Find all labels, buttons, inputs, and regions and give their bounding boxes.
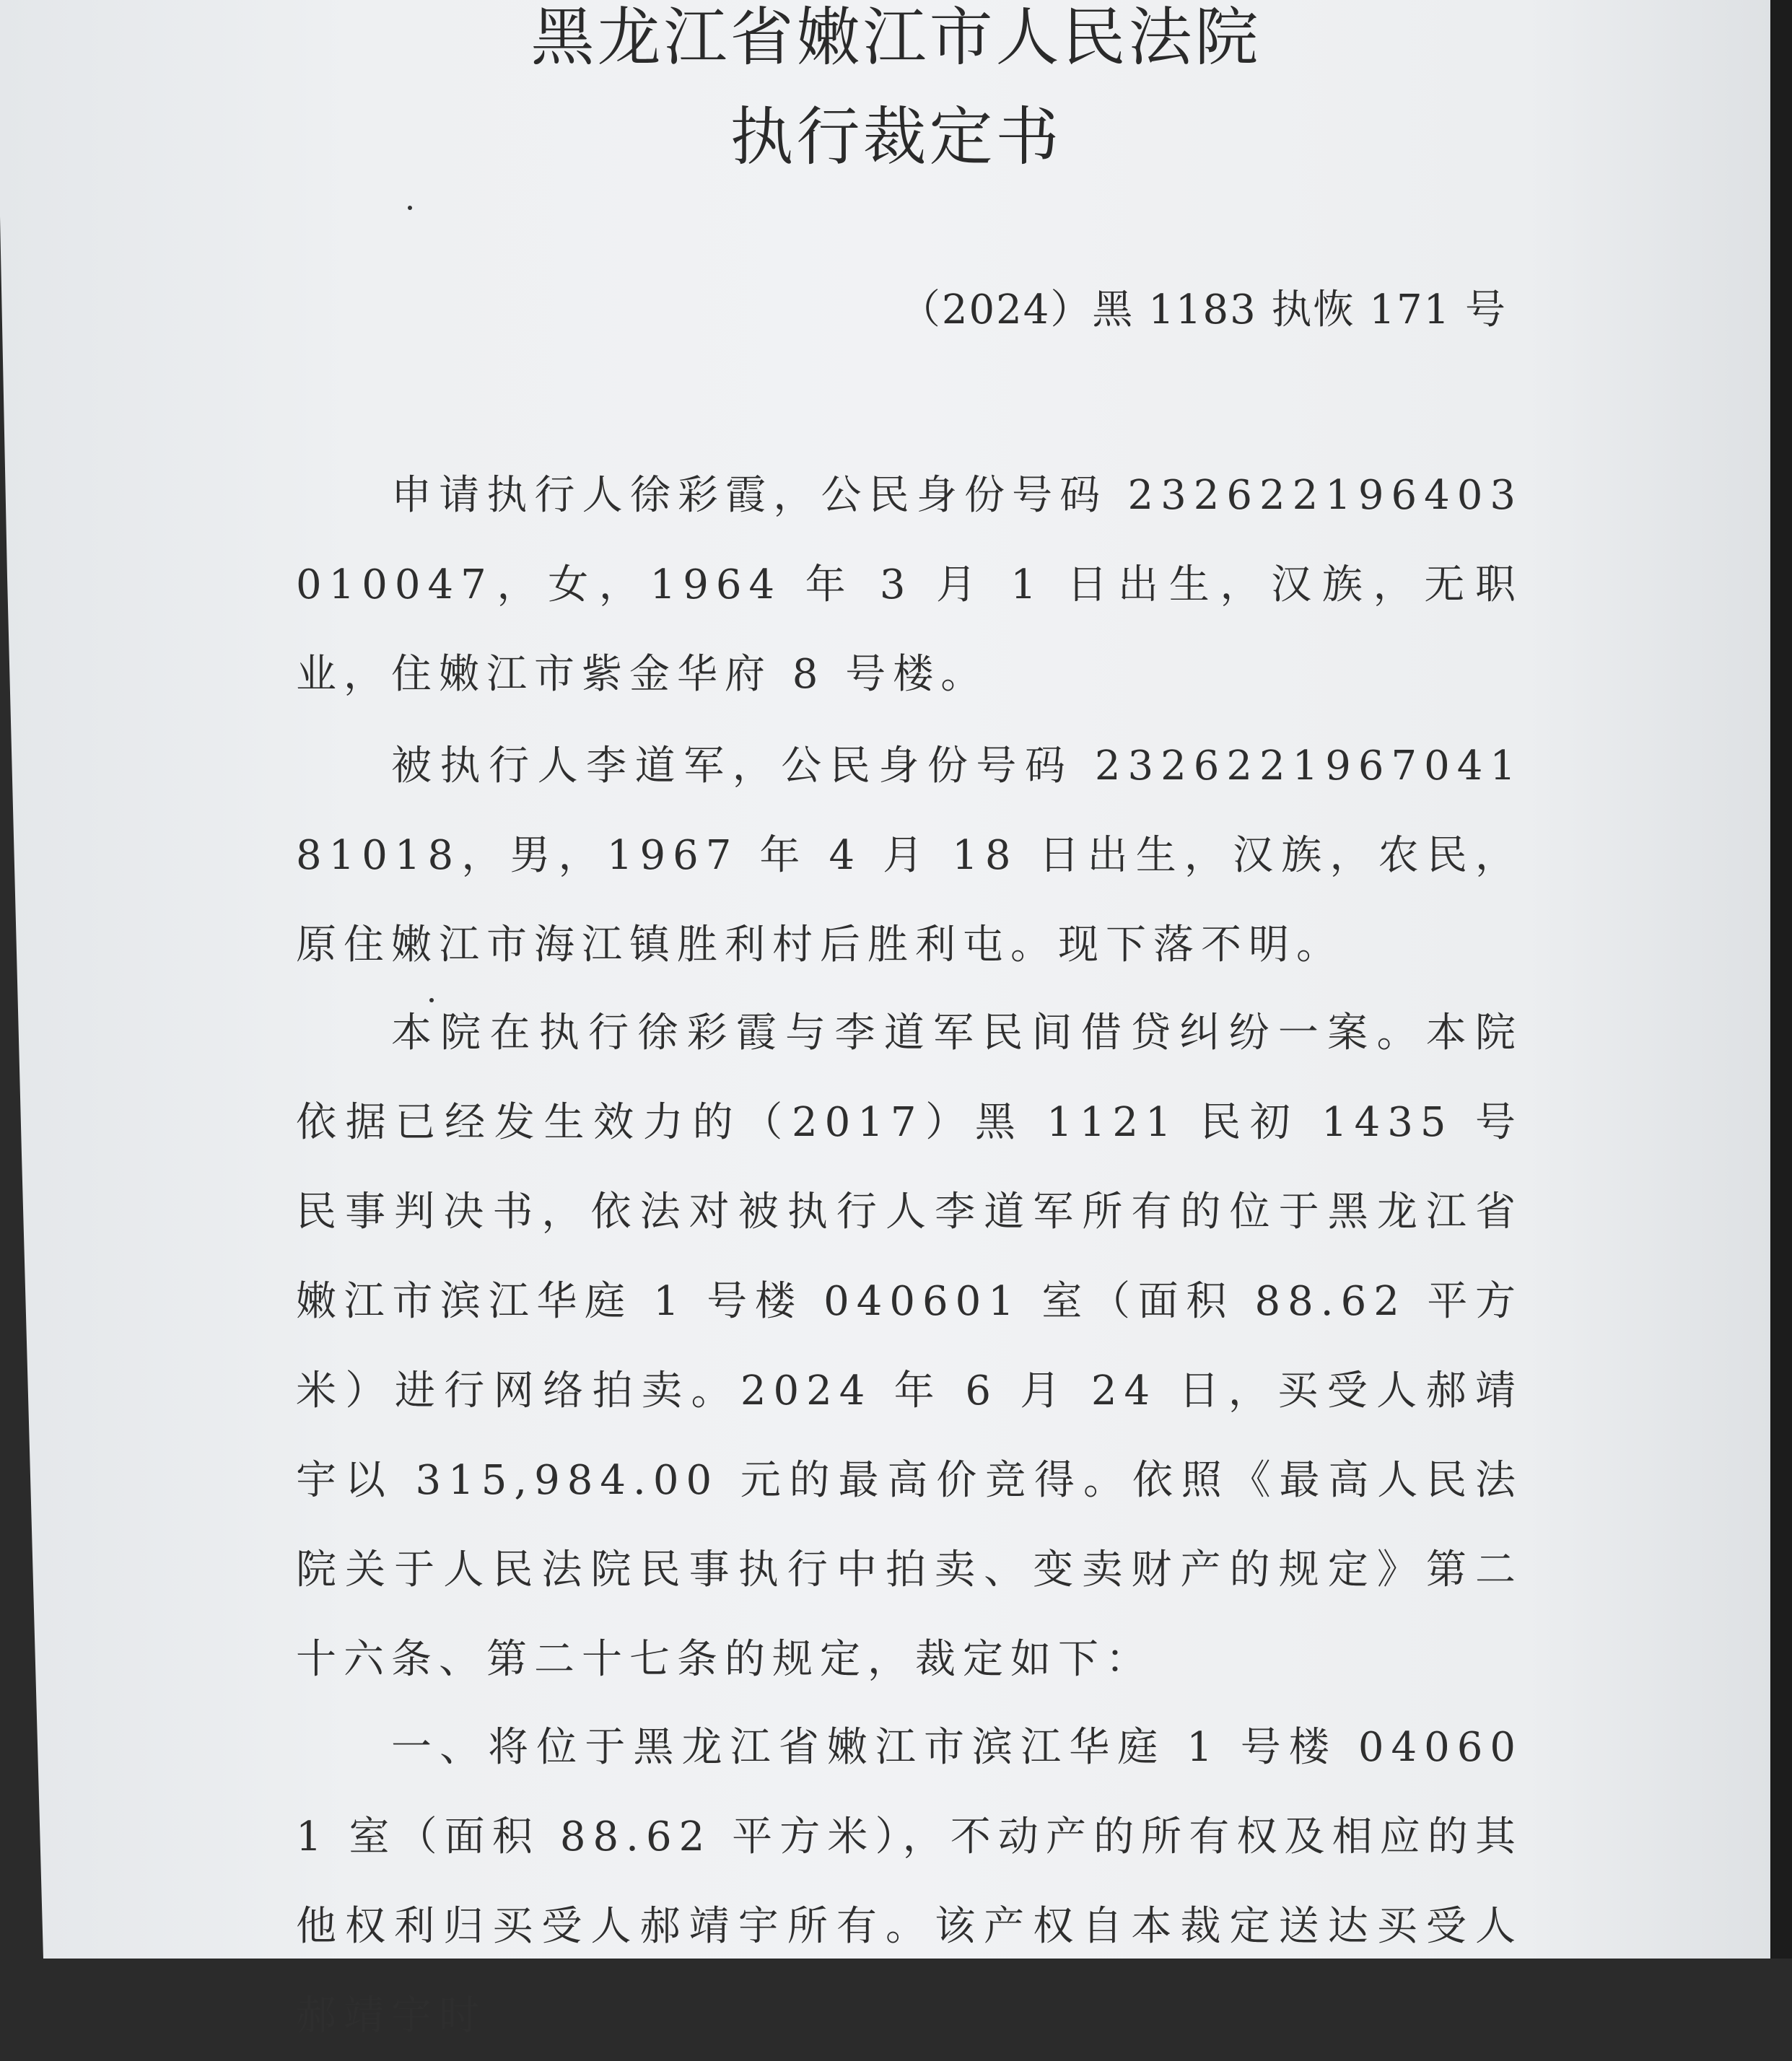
applicant-paragraph (296, 451, 1523, 719)
case-number: （2024）黑 1183 执恢 171 号 (899, 286, 1507, 333)
respondent-paragraph (296, 722, 1523, 990)
case-facts-paragraph (296, 989, 1523, 1705)
court-name: 黑龙江省嫩江市人民法院 (530, 0, 1262, 74)
document-title: 执行裁定书 (730, 100, 1062, 174)
paragraph-ruling-1: 一、将位于黑龙江省嫩江市滨江华庭 1 号楼 040601 室（面积 88.62 平方米），不动产的所有权及相应的其他权利归买受人郝靖宇所有。该产权自本裁定送达买受人郝靖宇时 (296, 1724, 1523, 2039)
paragraph-applicant: 申请执行人徐彩霞，公民身份号码 232622196403010047，女，1964 年 3 月 1 日出生，汉族，无职业，住嫩江市紫金华府 8 号楼。 (296, 472, 1523, 698)
paragraph-facts: 本院在执行徐彩霞与李道军民间借贷纠纷一案。本院依据已经发生效力的（2017）黑 1121 民初 1435 号民事判决书，依法对被执行人李道军所有的位于黑龙江省嫩江市滨江华庭 1 号楼 040601 室（面积 88.62 平方米）进行网络拍卖。2024 年 6 月 24 日，买受人郝靖宇以 315,984.00 元的最高价竞得。依照《最高人民法院关于人民法院民事执行中拍卖、变卖财产的规定》第二十六条、第二十七条的规定，裁定如下： (296, 1010, 1524, 1683)
speck (408, 206, 412, 210)
paragraph-respondent: 被执行人李道军，公民身份号码 232622196704181018，男，1967 年 4 月 18 日出生，汉族，农民，原住嫩江市海江镇胜利村后胜利屯。现下落不明。 (296, 743, 1523, 968)
ruling-paragraph (296, 1703, 1523, 2061)
